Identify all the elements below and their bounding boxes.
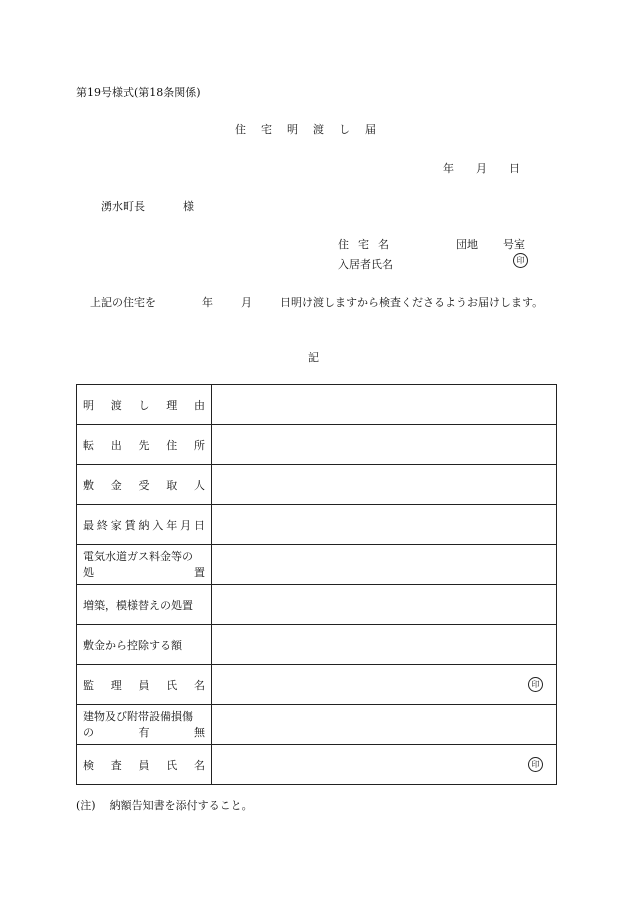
- row-value[interactable]: [212, 625, 557, 665]
- title-char: 住: [235, 123, 247, 136]
- footnote: [76, 797, 253, 813]
- addressee: [101, 198, 194, 214]
- row-value[interactable]: [212, 665, 557, 705]
- row-label: 電気水道ガス料金等の 処 置: [77, 545, 212, 585]
- row-label: 検 査 員 氏 名: [77, 745, 212, 785]
- row-label: 増築，模様替えの処置: [77, 585, 212, 625]
- row-label: 監 理 員 氏 名: [77, 665, 212, 705]
- table-row: [77, 705, 557, 745]
- title-char: し: [339, 123, 351, 136]
- title-char: 宅: [261, 123, 273, 136]
- title-char: 明: [287, 123, 299, 136]
- label-char: 宅: [358, 238, 369, 251]
- table-row: [77, 505, 557, 545]
- row-label: 転 出 先 住 所: [77, 425, 212, 465]
- body-part1: 上記の住宅を: [90, 296, 156, 309]
- row-label: 敷金から控除する額: [77, 625, 212, 665]
- row-value[interactable]: [212, 425, 557, 465]
- row-label: 明 渡 し 理 由: [77, 385, 212, 425]
- table-row: [77, 745, 557, 785]
- table-row: [77, 625, 557, 665]
- row-label: 最 終 家 賃 納 入 年 月 日: [77, 505, 212, 545]
- body-year: 年: [202, 296, 213, 309]
- details-table: [76, 384, 557, 785]
- date-line: [443, 160, 542, 176]
- row-value[interactable]: [212, 545, 557, 585]
- footnote-text: 納額告知書を添付すること。: [109, 799, 253, 812]
- form-number: 第19号様式(第18条関係): [76, 86, 201, 99]
- estate-suffix: 団地: [456, 238, 478, 251]
- title-char: 渡: [313, 123, 325, 136]
- date-day: 日: [509, 162, 520, 175]
- row-value[interactable]: [212, 505, 557, 545]
- date-year: 年: [443, 162, 454, 175]
- table-row: [77, 465, 557, 505]
- footnote-mark: (注): [76, 799, 96, 812]
- notice-body: [76, 293, 560, 312]
- title-char: 届: [365, 123, 377, 136]
- addressee-name: 湧水町長: [101, 200, 145, 213]
- row-value[interactable]: [212, 385, 557, 425]
- row-value[interactable]: [212, 745, 557, 785]
- label-char: 名: [378, 238, 389, 251]
- date-month: 月: [476, 162, 487, 175]
- table-row: [77, 665, 557, 705]
- row-label: 敷 金 受 取 人: [77, 465, 212, 505]
- body-month: 月: [241, 296, 252, 309]
- seal-mark: 印: [513, 253, 528, 268]
- row-value[interactable]: [212, 705, 557, 745]
- seal-mark: 印: [528, 677, 543, 692]
- addressee-honorific: 様: [183, 200, 194, 213]
- row-value[interactable]: [212, 465, 557, 505]
- resident-name-label: 入居者氏名: [338, 258, 393, 271]
- row-label: 建物及び附帯設備損傷 の 有 無: [77, 705, 212, 745]
- label-char: 住: [338, 238, 349, 251]
- table-row: [77, 545, 557, 585]
- table-row: [77, 385, 557, 425]
- ki-heading: 記: [308, 351, 319, 364]
- row-value[interactable]: [212, 585, 557, 625]
- seal-mark: 印: [528, 757, 543, 772]
- document-title: [235, 121, 391, 137]
- house-name-label: [338, 236, 398, 252]
- room-suffix: 号室: [503, 238, 525, 251]
- table-row: [77, 425, 557, 465]
- body-part2: 日明け渡しますから検査くださるようお届けします。: [280, 296, 544, 309]
- table-row: [77, 585, 557, 625]
